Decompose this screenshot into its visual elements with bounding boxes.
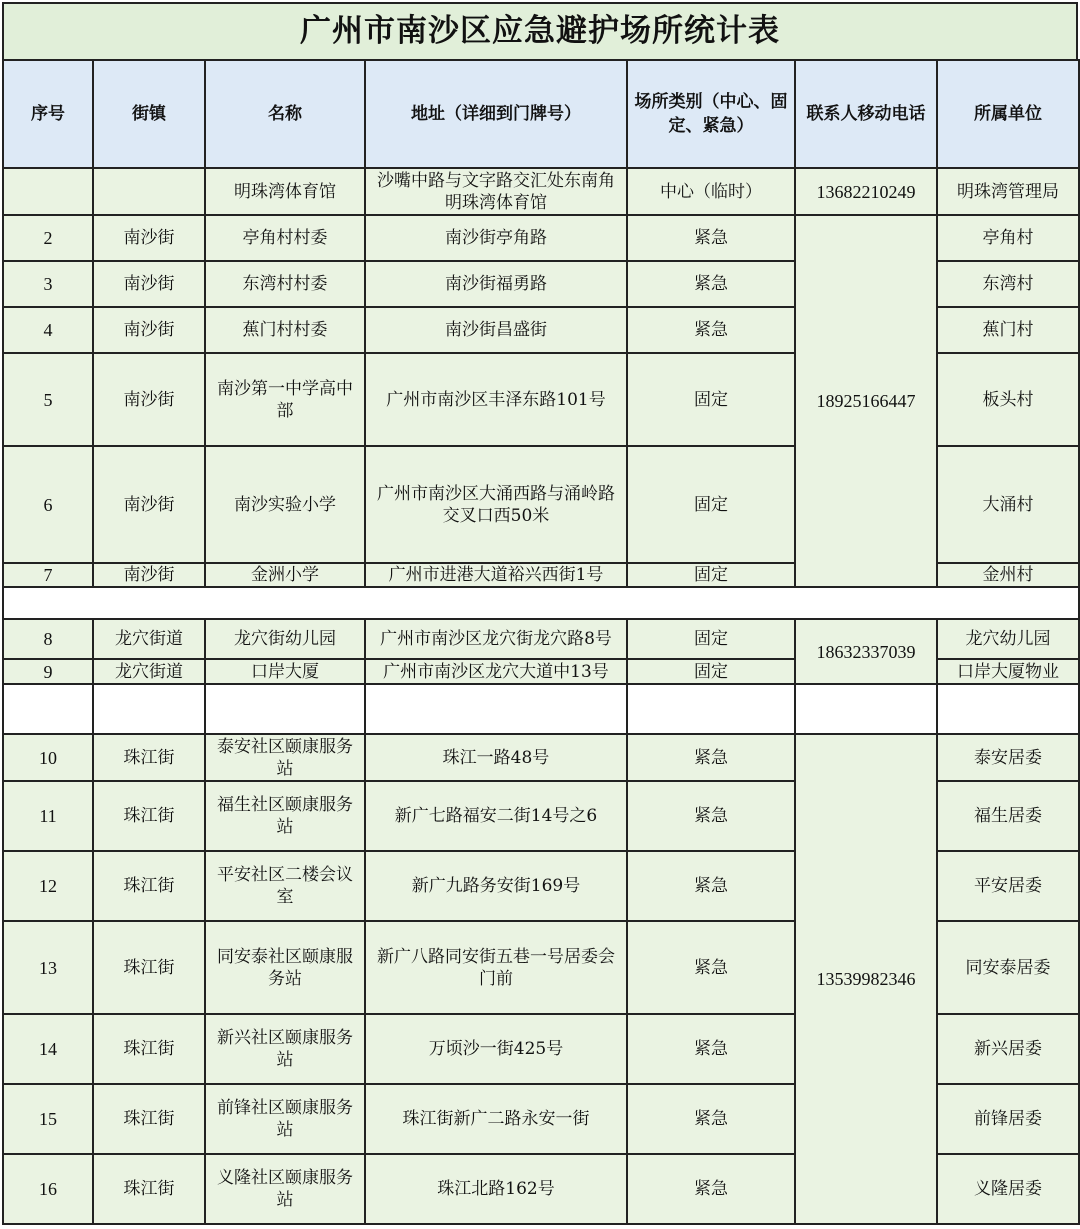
- cell-address: 南沙街亭角路: [365, 215, 627, 261]
- cell-town: 珠江街: [93, 921, 205, 1014]
- table-row: [3, 168, 1079, 215]
- cell-phone-merged: 18632337039: [795, 619, 937, 684]
- blank-cell: [365, 684, 627, 734]
- cell-unit: 平安居委: [937, 851, 1079, 921]
- cell-unit: 金州村: [937, 563, 1079, 587]
- cell-town: 珠江街: [93, 1014, 205, 1084]
- cell-type: 紧急: [627, 781, 795, 851]
- cell-address: 广州市进港大道裕兴西街1号: [365, 563, 627, 587]
- cell-no: [3, 168, 93, 215]
- cell-name: 金洲小学: [205, 563, 365, 587]
- header-name: 名称: [205, 60, 365, 168]
- cell-town: 珠江街: [93, 851, 205, 921]
- cell-no: 8: [3, 619, 93, 659]
- cell-type: 固定: [627, 659, 795, 684]
- cell-name: 泰安社区颐康服务站: [205, 734, 365, 781]
- cell-name: 平安社区二楼会议室: [205, 851, 365, 921]
- table-row: [3, 619, 1079, 659]
- cell-town: 龙穴街道: [93, 659, 205, 684]
- cell-no: 6: [3, 446, 93, 563]
- cell-unit: 义隆居委: [937, 1154, 1079, 1224]
- cell-town: 南沙街: [93, 353, 205, 446]
- cell-phone-merged: 18925166447: [795, 215, 937, 587]
- cell-address: 新广八路同安街五巷一号居委会门前: [365, 921, 627, 1014]
- blank-cell: [93, 684, 205, 734]
- header-address: 地址（详细到门牌号）: [365, 60, 627, 168]
- cell-type: 固定: [627, 619, 795, 659]
- cell-unit: 大涌村: [937, 446, 1079, 563]
- cell-no: 14: [3, 1014, 93, 1084]
- cell-type: 中心（临时）: [627, 168, 795, 215]
- cell-name: 龙穴街幼儿园: [205, 619, 365, 659]
- cell-name: 新兴社区颐康服务站: [205, 1014, 365, 1084]
- cell-type: 紧急: [627, 215, 795, 261]
- cell-unit: 龙穴幼儿园: [937, 619, 1079, 659]
- shelter-table-sheet: [2, 2, 1078, 1225]
- cell-name: 前锋社区颐康服务站: [205, 1084, 365, 1154]
- cell-unit: 蕉门村: [937, 307, 1079, 353]
- cell-type: 固定: [627, 563, 795, 587]
- spacer-row: [3, 587, 1079, 619]
- cell-name: 南沙实验小学: [205, 446, 365, 563]
- table-row: [3, 734, 1079, 781]
- cell-no: 16: [3, 1154, 93, 1224]
- cell-name: 南沙第一中学高中部: [205, 353, 365, 446]
- cell-town: 珠江街: [93, 1154, 205, 1224]
- blank-cell: [937, 684, 1079, 734]
- cell-no: 12: [3, 851, 93, 921]
- cell-address: 广州市南沙区大涌西路与涌岭路交叉口西50米: [365, 446, 627, 563]
- cell-phone: 13682210249: [795, 168, 937, 215]
- blank-cell: [627, 684, 795, 734]
- cell-no: 7: [3, 563, 93, 587]
- cell-town: 南沙街: [93, 446, 205, 563]
- header-unit: 所属单位: [937, 60, 1079, 168]
- cell-unit: 新兴居委: [937, 1014, 1079, 1084]
- cell-name: 福生社区颐康服务站: [205, 781, 365, 851]
- cell-town: 珠江街: [93, 734, 205, 781]
- table-title: 广州市南沙区应急避护场所统计表: [2, 2, 1078, 59]
- cell-unit: 泰安居委: [937, 734, 1079, 781]
- cell-no: 3: [3, 261, 93, 307]
- cell-address: 新广七路福安二街14号之6: [365, 781, 627, 851]
- cell-address: 珠江北路162号: [365, 1154, 627, 1224]
- cell-address: 南沙街福勇路: [365, 261, 627, 307]
- cell-name: 明珠湾体育馆: [205, 168, 365, 215]
- cell-address: 南沙街昌盛街: [365, 307, 627, 353]
- cell-no: 2: [3, 215, 93, 261]
- blank-cell: [795, 684, 937, 734]
- header-type: 场所类别（中心、固定、紧急）: [627, 60, 795, 168]
- cell-no: 5: [3, 353, 93, 446]
- cell-name: 亭角村村委: [205, 215, 365, 261]
- cell-town: 南沙街: [93, 563, 205, 587]
- cell-unit: 前锋居委: [937, 1084, 1079, 1154]
- cell-no: 15: [3, 1084, 93, 1154]
- cell-unit: 福生居委: [937, 781, 1079, 851]
- header-phone: 联系人移动电话: [795, 60, 937, 168]
- cell-town: 南沙街: [93, 307, 205, 353]
- cell-unit: 同安泰居委: [937, 921, 1079, 1014]
- cell-type: 紧急: [627, 1154, 795, 1224]
- header-town: 街镇: [93, 60, 205, 168]
- cell-type: 紧急: [627, 851, 795, 921]
- cell-address: 珠江一路48号: [365, 734, 627, 781]
- cell-unit: 板头村: [937, 353, 1079, 446]
- cell-no: 13: [3, 921, 93, 1014]
- cell-town: 珠江街: [93, 781, 205, 851]
- cell-address: 广州市南沙区龙穴街龙穴路8号: [365, 619, 627, 659]
- cell-address: 广州市南沙区龙穴大道中13号: [365, 659, 627, 684]
- cell-type: 紧急: [627, 921, 795, 1014]
- blank-cell: [3, 684, 93, 734]
- cell-no: 11: [3, 781, 93, 851]
- cell-unit: 亭角村: [937, 215, 1079, 261]
- cell-no: 9: [3, 659, 93, 684]
- cell-address: 新广九路务安街169号: [365, 851, 627, 921]
- cell-no: 4: [3, 307, 93, 353]
- cell-type: 紧急: [627, 1084, 795, 1154]
- cell-type: 固定: [627, 446, 795, 563]
- cell-address: 沙嘴中路与文字路交汇处东南角明珠湾体育馆: [365, 168, 627, 215]
- blank-row: [3, 684, 1079, 734]
- cell-town: 南沙街: [93, 215, 205, 261]
- blank-cell: [205, 684, 365, 734]
- cell-town: 珠江街: [93, 1084, 205, 1154]
- shelter-table: [2, 59, 1080, 1225]
- cell-town: [93, 168, 205, 215]
- cell-unit: 口岸大厦物业: [937, 659, 1079, 684]
- cell-unit: 明珠湾管理局: [937, 168, 1079, 215]
- cell-name: 东湾村村委: [205, 261, 365, 307]
- header-row: [3, 60, 1079, 168]
- table-row: [3, 215, 1079, 261]
- cell-address: 广州市南沙区丰泽东路101号: [365, 353, 627, 446]
- cell-unit: 东湾村: [937, 261, 1079, 307]
- cell-name: 蕉门村村委: [205, 307, 365, 353]
- spacer-cell: [3, 587, 1079, 619]
- header-no: 序号: [3, 60, 93, 168]
- cell-address: 万顷沙一街425号: [365, 1014, 627, 1084]
- cell-type: 固定: [627, 353, 795, 446]
- cell-town: 南沙街: [93, 261, 205, 307]
- cell-type: 紧急: [627, 307, 795, 353]
- cell-town: 龙穴街道: [93, 619, 205, 659]
- cell-phone-merged: 13539982346: [795, 734, 937, 1224]
- cell-type: 紧急: [627, 261, 795, 307]
- cell-name: 口岸大厦: [205, 659, 365, 684]
- cell-no: 10: [3, 734, 93, 781]
- cell-type: 紧急: [627, 1014, 795, 1084]
- cell-name: 同安泰社区颐康服务站: [205, 921, 365, 1014]
- cell-name: 义隆社区颐康服务站: [205, 1154, 365, 1224]
- cell-type: 紧急: [627, 734, 795, 781]
- cell-address: 珠江街新广二路永安一街: [365, 1084, 627, 1154]
